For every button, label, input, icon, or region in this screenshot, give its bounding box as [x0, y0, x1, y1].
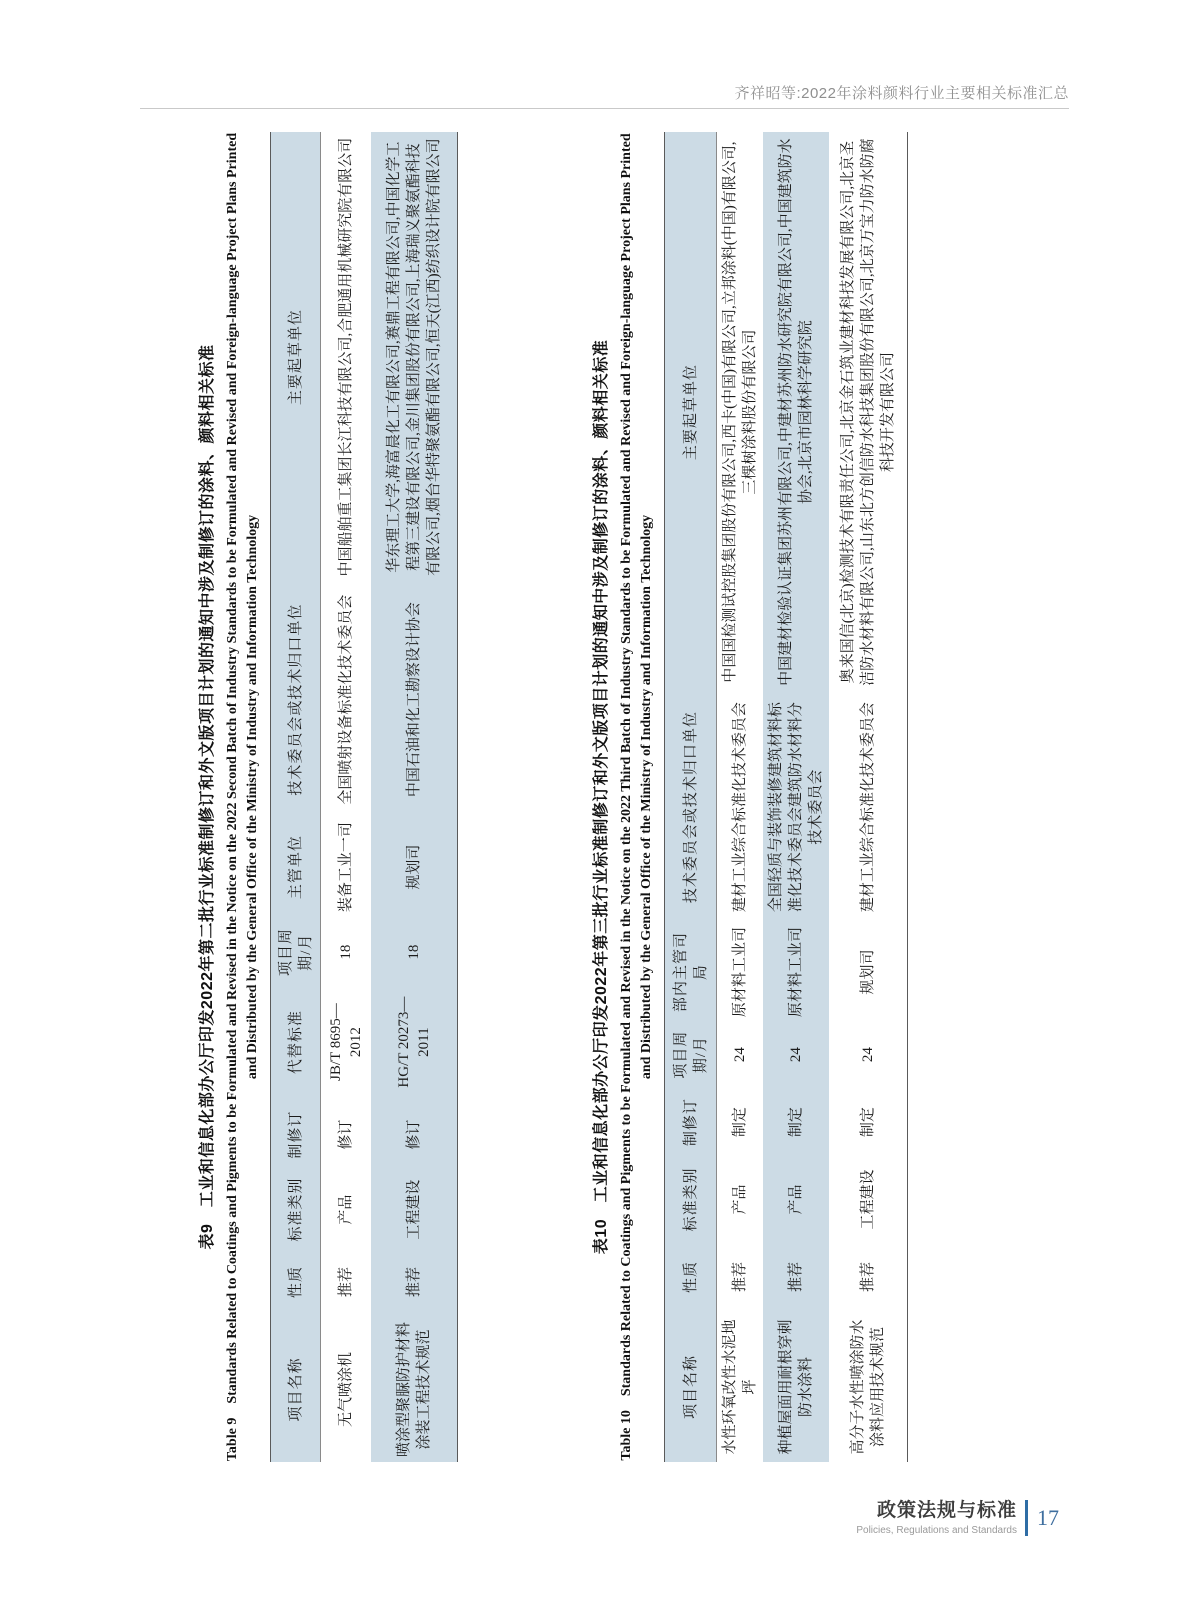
- table10-header-internal-department: 部内主管司局: [672, 932, 709, 1013]
- table9-header-competent-unit: 主管单位: [287, 835, 304, 900]
- table-cell: 中国国检测试控股集团股份有限公司,西卡(中国)有限公司,立邦涂料(中国)有限公司,三棵树涂料股份有限公司: [722, 141, 758, 683]
- table-cell: 24: [732, 1047, 748, 1063]
- table10-title-cn: 表10 工业和信息化部办公厅印发2022年第三批行业标准制修订和外文版项目计划的通知中涉及制修订的涂料、颜料相关标准: [593, 339, 610, 1255]
- footer-divider-bar: [1025, 1500, 1028, 1536]
- table-cell: HG/T 20273—2011: [396, 996, 432, 1088]
- table-cell: 中国石油和化工勘察设计协会: [406, 602, 422, 798]
- table10-header-formulate-revise: 制修订: [682, 1098, 699, 1147]
- running-header: 齐祥昭等:2022年涂料颜料行业主要相关标准汇总: [734, 85, 1069, 102]
- table-row: [371, 132, 457, 1462]
- table9-header-technical-committee: 技术委员会或技术归口单位: [287, 603, 304, 796]
- table-cell: 华东理工大学,海富晨化工有限公司,赛鼎工程有限公司,中国化学工程第三建设有限公司,金川集团股份有限公司,上海瑞义聚氨酯科技有限公司,烟台华特聚氨酯有限公司,恒天(江西)纺织设计院有限公司: [386, 138, 442, 576]
- table-cell: 装备工业一司: [338, 822, 354, 913]
- table-cell: 修订: [406, 1119, 422, 1150]
- footer-section-title-cn: 政策法规与标准: [876, 1500, 1017, 1521]
- table-cell: 无气喷涂机: [338, 1352, 354, 1428]
- table-cell: 推荐: [732, 1262, 748, 1293]
- table9-header-nature: 性质: [287, 1266, 304, 1299]
- table-cell: 中国建材检验认证集团苏州有限公司,中建材苏州防水研究院有限公司,中国建筑防水协会,北京市园林科学研究院: [778, 138, 814, 686]
- table-cell: 推荐: [860, 1262, 876, 1293]
- table10: [664, 132, 908, 1462]
- table-row: [829, 132, 907, 1462]
- table-cell: 推荐: [406, 1267, 422, 1298]
- table-cell: 全国喷射设备标准化技术委员会: [338, 594, 354, 805]
- table9-header-project-name: 项目名称: [287, 1357, 304, 1422]
- table-cell: 建材工业综合标准化技术委员会: [860, 702, 876, 913]
- table-cell: 原材料工业司: [732, 927, 748, 1018]
- table-cell: 高分子水性喷涂防水涂料应用技术规范: [850, 1319, 886, 1455]
- table10-header-standard-category: 标准类别: [682, 1167, 699, 1232]
- table9-header-replaced-standard: 代替标准: [287, 1010, 304, 1075]
- table-row: [763, 132, 829, 1462]
- table-cell: 喷涂型聚脲防护材料涂装工程技术规范: [396, 1322, 432, 1458]
- table-cell: 制定: [732, 1107, 748, 1138]
- table-cell: 推荐: [338, 1267, 354, 1298]
- table-cell: 产品: [338, 1194, 354, 1225]
- header-rule: [140, 108, 1069, 109]
- table10-header-nature: 性质: [682, 1261, 699, 1294]
- table-cell: 产品: [732, 1184, 748, 1215]
- table9-header-drafting-units: 主要起草单位: [287, 309, 304, 406]
- table-cell: 规划司: [406, 844, 422, 890]
- table10-header-project-name: 项目名称: [682, 1354, 699, 1419]
- table-cell: 制定: [860, 1107, 876, 1138]
- table-cell: 18: [338, 944, 354, 960]
- footer-section: [856, 1500, 1017, 1536]
- table-cell: 原材料工业司: [788, 927, 804, 1018]
- table-cell: 种植屋面用耐根穿刺防水涂料: [778, 1319, 814, 1455]
- table-cell: 工程建设: [860, 1169, 876, 1230]
- table-cell: 24: [860, 1047, 876, 1063]
- table-cell: 全国轻质与装饰装修建筑材料标准化技术委员会建筑防水材料分技术委员会: [768, 702, 824, 913]
- table9-title-en: Table 9 Standards Related to Coatings and Pigments to be Formulated and Revised in the Notice on the 2022 Second Batch of Industry Standards to be Formulated and Revised and Foreign-language Project Plans Printed and Distributed by the General Office of the Ministry of Industry and Information Technology: [225, 132, 260, 1462]
- table-cell: 推荐: [788, 1262, 804, 1293]
- table10-header-technical-committee: 技术委员会或技术归口单位: [682, 711, 699, 904]
- table9: [270, 132, 458, 1462]
- table-cell: 水性环氧改性水泥地坪: [722, 1319, 758, 1455]
- table-cell: 建材工业综合标准化技术委员会: [732, 702, 748, 913]
- table-cell: 修订: [338, 1119, 354, 1150]
- table-cell: 18: [406, 944, 422, 960]
- table9-header-project-period: 项目周期/月: [277, 928, 314, 977]
- table9-header-formulate-revise: 制修订: [287, 1110, 304, 1159]
- table-cell: 制定: [788, 1107, 804, 1138]
- table-cell: 中国船舶重工集团长江科技有限公司,合肥通用机械研究院有限公司: [338, 137, 354, 577]
- table9-group: [196, 132, 458, 1462]
- table-cell: JB/T 8695—2012: [328, 1003, 364, 1081]
- table10-group: [590, 132, 908, 1462]
- page-footer: [856, 1500, 1059, 1536]
- footer-section-title-en: Policies, Regulations and Standards: [856, 1525, 1017, 1536]
- page-number: 17: [1037, 1505, 1059, 1530]
- table10-header-row: [665, 132, 717, 1462]
- table9-title-cn: 表9 工业和信息化部办公厅印发2022年第二批行业标准制修订和外文版项目计划的通知中涉及制修订的涂料、颜料相关标准: [199, 344, 216, 1250]
- table10-title-en: Table 10 Standards Related to Coatings and Pigments to be Formulated and Revised in the Notice on the 2022 Third Batch of Industry Standards to be Formulated and Revised and Foreign-language Project Plans Printed and Distributed by the General Office of the Ministry of Industry and Information Technology: [619, 133, 654, 1461]
- table9-header-row: [271, 132, 321, 1462]
- table-row: [321, 132, 371, 1462]
- table10-header-project-period: 项目周期/月: [672, 1030, 709, 1079]
- table-cell: 24: [788, 1047, 804, 1063]
- table-cell: 奥来国信(北京)检测技术有限责任公司,北京金石筑业建材科技发展有限公司,北京圣洁防水材料有限公司,山东北方创信防水科技集团股份有限公司,北京万宝力防水防腐科技开发有限公司: [840, 138, 896, 686]
- table10-header-drafting-units: 主要起草单位: [682, 364, 699, 461]
- table-cell: 规划司: [860, 949, 876, 995]
- table9-header-standard-category: 标准类别: [287, 1177, 304, 1242]
- table-cell: 工程建设: [406, 1179, 422, 1240]
- table-cell: 产品: [788, 1184, 804, 1215]
- table-row: [717, 132, 763, 1462]
